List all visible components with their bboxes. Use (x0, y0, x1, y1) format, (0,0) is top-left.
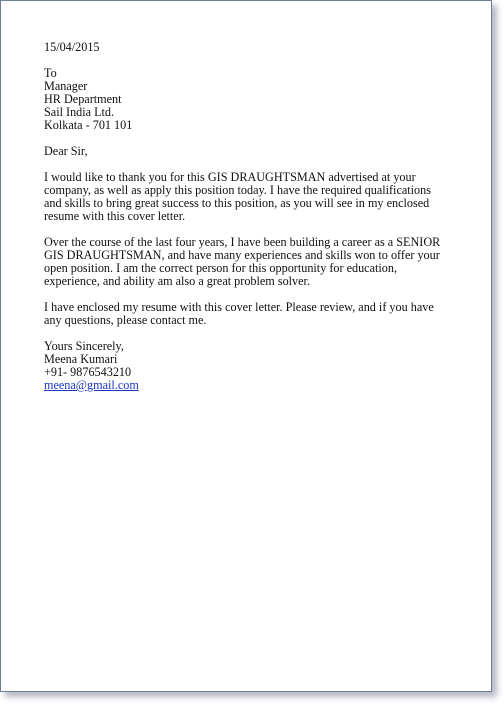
recipient-to: To (44, 66, 57, 80)
recipient-address (44, 67, 464, 132)
closing: Yours Sincerely, (44, 339, 124, 353)
paragraph-line: Over the course of the last four years, I have been building a career as a SENIOR (44, 235, 441, 249)
paragraph-line: any questions, please contact me. (44, 313, 207, 327)
paragraph-line: resume with this cover letter. (44, 209, 186, 223)
paragraph-line: company, as well as apply this position today. I have the required qualifications (44, 183, 431, 197)
paragraph-line: and skills to bring great success to this position, as you will see in my enclosed (44, 196, 430, 210)
email-link[interactable]: meena@gmail.com (44, 378, 139, 392)
letter-date: 15/04/2015 (44, 40, 100, 54)
cover-letter (44, 41, 464, 392)
recipient-title: Manager (44, 79, 88, 93)
paragraph-line: GIS DRAUGHTSMAN, and have many experiences and skills won to offer your (44, 248, 440, 262)
signature-block (44, 340, 464, 392)
paragraph-line: experience, and ability am also a great problem solver. (44, 274, 310, 288)
signature-name: Meena Kumari (44, 352, 118, 366)
paragraph-line: I have enclosed my resume with this cover letter. Please review, and if you have (44, 300, 434, 314)
recipient-company: Sail India Ltd. (44, 105, 115, 119)
paragraph-experience (44, 236, 464, 288)
paragraph-line: open position. I am the correct person for this opportunity for education, (44, 261, 398, 275)
phone-number: +91- 9876543210 (44, 365, 132, 379)
paragraph-line: I would like to thank you for this GIS DRAUGHTSMAN advertised at your (44, 170, 416, 184)
recipient-city: Kolkata - 701 101 (44, 118, 133, 132)
recipient-department: HR Department (44, 92, 122, 106)
salutation: Dear Sir, (44, 144, 88, 158)
paragraph-introduction (44, 171, 464, 223)
paragraph-enclosure (44, 301, 464, 327)
